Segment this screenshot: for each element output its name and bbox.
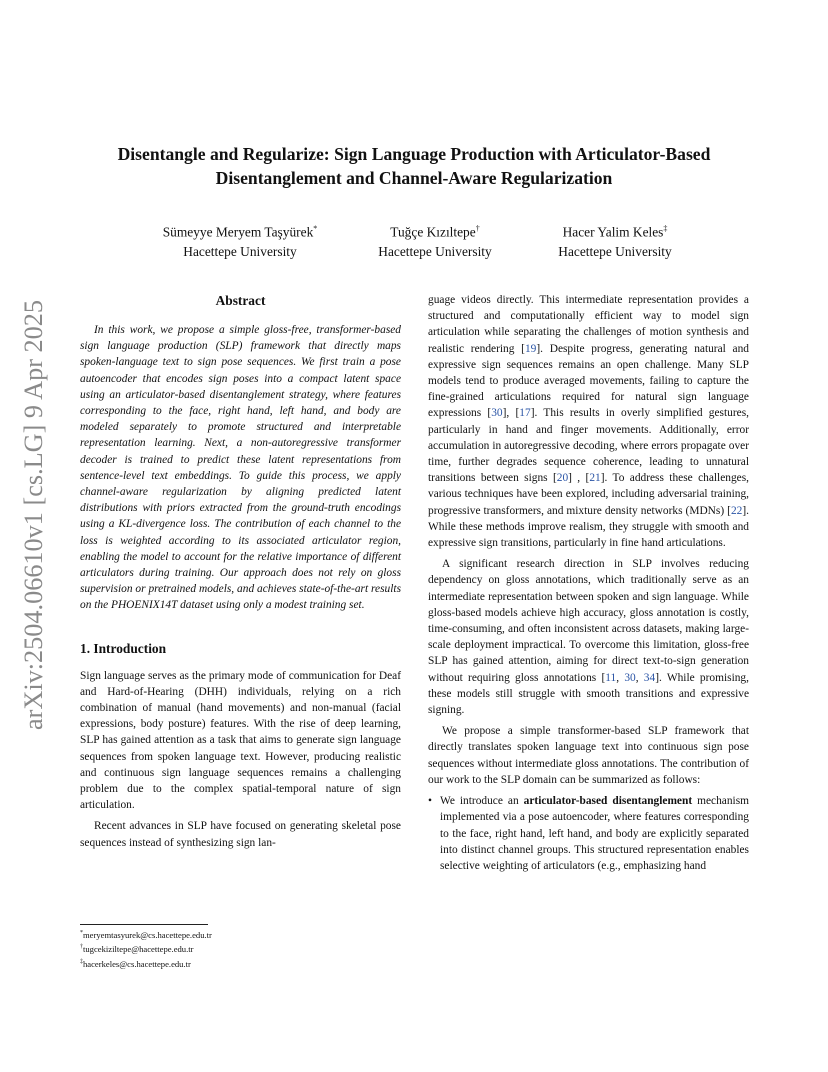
- right-column: [428, 292, 749, 874]
- title-line-2: Disentanglement and Channel-Aware Regularization: [215, 168, 613, 188]
- arxiv-stamp: [12, 300, 52, 730]
- citation-link[interactable]: 30: [624, 671, 636, 684]
- footnote-rule: [80, 924, 208, 925]
- footnotes: [80, 927, 401, 970]
- citation-link[interactable]: 17: [519, 407, 531, 420]
- citation-link[interactable]: 21: [589, 472, 601, 485]
- author-affiliation: Hacettepe University: [378, 244, 492, 260]
- author-name: Tuğçe Kızıltepe: [390, 224, 476, 240]
- abstract-heading: Abstract: [215, 293, 266, 308]
- author-3: [535, 219, 695, 262]
- footnote-3: ‡hacerkeles@cs.hacettepe.edu.tr: [80, 958, 191, 969]
- intro-paragraph-2-continued: guage videos directly. This intermediate representation provides a structured and computationally efficient way to model sign articulation while separating the challenges of motion synthesis and realistic rendering [19]. Despite progress, generating natural and expressive sign sequences remains an open challenge. Many SLP models tend to produce averaged movements, failing to capture the fine-grained articulations required for natural sign language expressions [30], [17]. This results in overly simplified gestures, particularly in hand and finger movements. Additionally, error accumulation in autoregressive decoding, where errors propagate over time, further degrades sequence coherence, leading to unnatural transitions between signs [20] , [21]. To address these challenges, various techniques have been explored, including adversarial training, progressive transformers, and mixture density networks (MDNs) [22]. While these methods improve realism, they struggle with smooth and expressive sign transitions, particularly in fine hand articulations.: [428, 294, 749, 550]
- author-2: [355, 219, 515, 262]
- author-affiliation: Hacettepe University: [183, 244, 297, 260]
- bullet-text: We introduce an articulator-based disentanglement mechanism implemented via a pose autoencoder, where features corresponding to the face, right hand, left hand, and body are explicitly separated into distinct channel groups. This structured representation enables selective weighting of articulators (e.g., emphasizing hand: [440, 795, 749, 872]
- section-heading-introduction: 1. Introduction: [80, 640, 167, 656]
- citation-link[interactable]: 11: [605, 671, 617, 684]
- author-mark: †: [475, 224, 480, 233]
- title-line-1: Disentangle and Regularize: Sign Language Production with Articulator-Based: [117, 144, 711, 164]
- arxiv-id: arXiv:2504.06610v1 [cs.LG] 9 Apr 2025: [19, 303, 48, 730]
- paper-title: [60, 142, 768, 190]
- footnote-2: †tugcekiziltepe@hacettepe.edu.tr: [80, 944, 194, 955]
- author-name: Hacer Yalim Keles: [562, 224, 664, 240]
- bullet-dot-icon: •: [428, 795, 432, 808]
- author-1: [140, 219, 340, 262]
- left-column: [80, 292, 401, 851]
- footnote-1: *meryemtasyurek@cs.hacettepe.edu.tr: [80, 929, 212, 940]
- citation-link[interactable]: 22: [730, 504, 743, 517]
- intro-paragraph-4: We propose a simple transformer-based SLP framework that directly translates spoken language text into continuous sign pose sequences without intermediate gloss annotations. The contribution of our work to the SLP domain can be summarized as follows:: [428, 725, 749, 786]
- citation-link[interactable]: 20: [556, 472, 569, 485]
- intro-paragraph-2: Recent advances in SLP have focused on generating skeletal pose sequences instead of synthesizing sign lan-: [80, 820, 401, 849]
- intro-paragraph-1: Sign language serves as the primary mode of communication for Deaf and Hard-of-Hearing (DHH) individuals, relying on a rich combination of manual (hand movements) and non-manual (facial expressions, body posture) features. With the rise of deep learning, SLP has gained attention as a task that aims to generate sign language sequences from spoken language text. However, producing realistic and continuous sign language sequences remains a challenging problem due to the complex spatial-temporal nature of sign articulation.: [80, 669, 401, 812]
- citation-link[interactable]: 19: [524, 342, 537, 355]
- author-mark: ‡: [663, 224, 668, 233]
- intro-paragraph-3: A significant research direction in SLP involves reducing dependency on gloss annotations, which traditionally serve as an intermediate representation between spoken and sign language. While gloss-based models achieve high accuracy, gloss annotation is costly, time-consuming, and often inconsistent across datasets, making large-scale deployment impractical. To overcome this limitation, gloss-free SLP has gained attention, aiming for direct text-to-sign generation without requiring gloss annotations [11, 30, 34]. While promising, these models still struggle with smooth transitions and expressive signing.: [428, 558, 749, 717]
- author-mark: *: [313, 224, 318, 233]
- author-name: Sümeyye Meryem Taşyürek: [162, 224, 314, 240]
- contribution-bullet-1: [428, 793, 749, 874]
- citation-link[interactable]: 30: [491, 407, 503, 420]
- author-affiliation: Hacettepe University: [558, 244, 672, 260]
- abstract-text: In this work, we propose a simple gloss-free, transformer-based sign language production (SLP) framework that directly maps spoken-language text to sign pose sequences. We first train a pose autoencoder that encodes sign poses into a compact latent space using an articulator-based disentanglement strategy, where features corresponding to the face, right hand, left hand, and body are modeled separately to promote structured and interpretable representation learning. Next, a non-autoregressive transformer decoder is trained to predict these latent representations from sentence-level text embeddings. To guide this process, we apply channel-aware regularization by aligning predicted latent distributions with priors extracted from the ground-truth encodings using a KL-divergence loss. The contribution of each channel to the loss is weighted according to its associated articulator region, enabling the model to account for the relative importance of different articulators during training. Our approach does not rely on gloss supervision or pretrained models, and achieves state-of-the-art results on the PHOENIX14T dataset using only a modest training set.: [80, 324, 401, 612]
- citation-link[interactable]: 34: [643, 671, 656, 684]
